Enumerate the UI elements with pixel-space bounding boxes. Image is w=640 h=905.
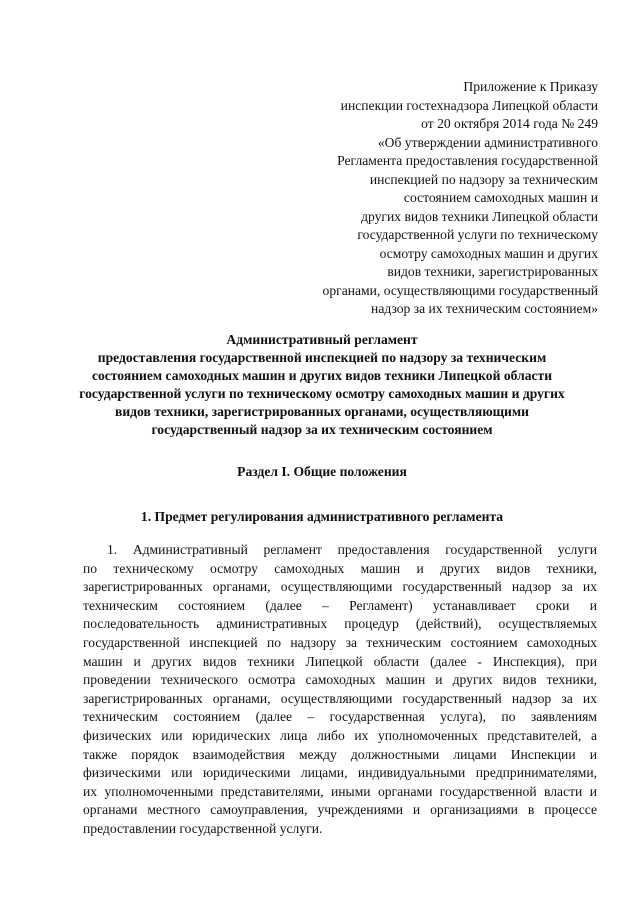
appendix-header — [238, 78, 598, 319]
paragraph-body — [83, 541, 597, 839]
paragraph-line: физическими или юридическими лицами, индивидуальными предпринимателями, — [83, 765, 597, 781]
appendix-line: органами, осуществляющими государственный — [322, 282, 598, 298]
paragraph-line: их уполномоченными представителями, иными органами государственной власти и — [83, 783, 597, 799]
appendix-line: Приложение к Приказу — [463, 79, 598, 94]
appendix-line: надзор за их техническим состоянием» — [371, 301, 598, 316]
paragraph-line: по техническому осмотру самоходных машин и других видов техники, — [83, 560, 597, 576]
paragraph-line: техническим состоянием (далее – Регламент) устанавливает сроки и — [83, 597, 597, 613]
paragraph-line: техническим состоянием (далее – государственная услуга), по заявлениям — [83, 709, 597, 725]
subsection-heading: 1. Предмет регулирования административного регламента — [140, 509, 504, 524]
appendix-line: от 20 октября 2014 года № 249 — [421, 116, 598, 131]
appendix-line: инспекции гостехнадзора Липецкой области — [340, 97, 598, 113]
title-line: предоставления государственной инспекцией по надзору за техническим — [97, 350, 547, 365]
appendix-line: инспекцией по надзору за техническим — [369, 171, 598, 187]
paragraph-line: физических или юридических лица либо их уполномоченных представителей, а — [83, 727, 597, 743]
paragraph-line: зарегистрированных органами, осуществляющими государственный надзор за их — [83, 690, 597, 706]
appendix-line: осмотру самоходных машин и других — [379, 245, 598, 261]
paragraph-line: последовательность административных процедур (действий), осуществляемых — [83, 616, 597, 632]
appendix-line: «Об утверждении административного — [377, 134, 598, 150]
title-line: государственный надзор за их техническим состоянием — [151, 422, 493, 437]
appendix-line: видов техники, зарегистрированных — [387, 264, 598, 279]
appendix-line: других видов техники Липецкой области — [361, 208, 598, 224]
title-line: государственной услуги по техническому осмотру самоходных машин и других — [79, 386, 565, 401]
paragraph-line: зарегистрированных органами, осуществляющими государственный надзор за их — [83, 579, 597, 595]
paragraph-line: предоставлении государственной услуги. — [83, 820, 323, 836]
paragraph-line: 1. Административный регламент предоставления государственной услуги — [107, 542, 597, 557]
document-title — [48, 331, 596, 439]
title-line: видов техники, зарегистрированных органами, осуществляющими — [115, 404, 529, 419]
paragraph-line: также порядок взаимодействия между должностными лицами Инспекции и — [83, 746, 597, 762]
paragraph-line: государственной инспекцией по надзору за техническим состоянием самоходных — [83, 634, 597, 650]
appendix-line: состоянием самоходных машин и — [403, 190, 598, 205]
paragraph-line: органами местного самоуправления, учреждениями и организациями в процессе — [83, 802, 597, 818]
section-heading: Раздел I. Общие положения — [237, 464, 407, 479]
title-line: состоянием самоходных машин и других видов техники Липецкой области — [91, 368, 553, 383]
paragraph-line: машин и других видов техники Липецкой области (далее - Инспекция), при — [83, 653, 597, 669]
title-line: Административный регламент — [226, 332, 418, 347]
appendix-line: Регламента предоставления государственной — [337, 153, 598, 168]
paragraph-line: проведении технического осмотра самоходных машин и других видов техники, — [83, 672, 597, 688]
appendix-line: государственной услуги по техническому — [357, 227, 598, 242]
